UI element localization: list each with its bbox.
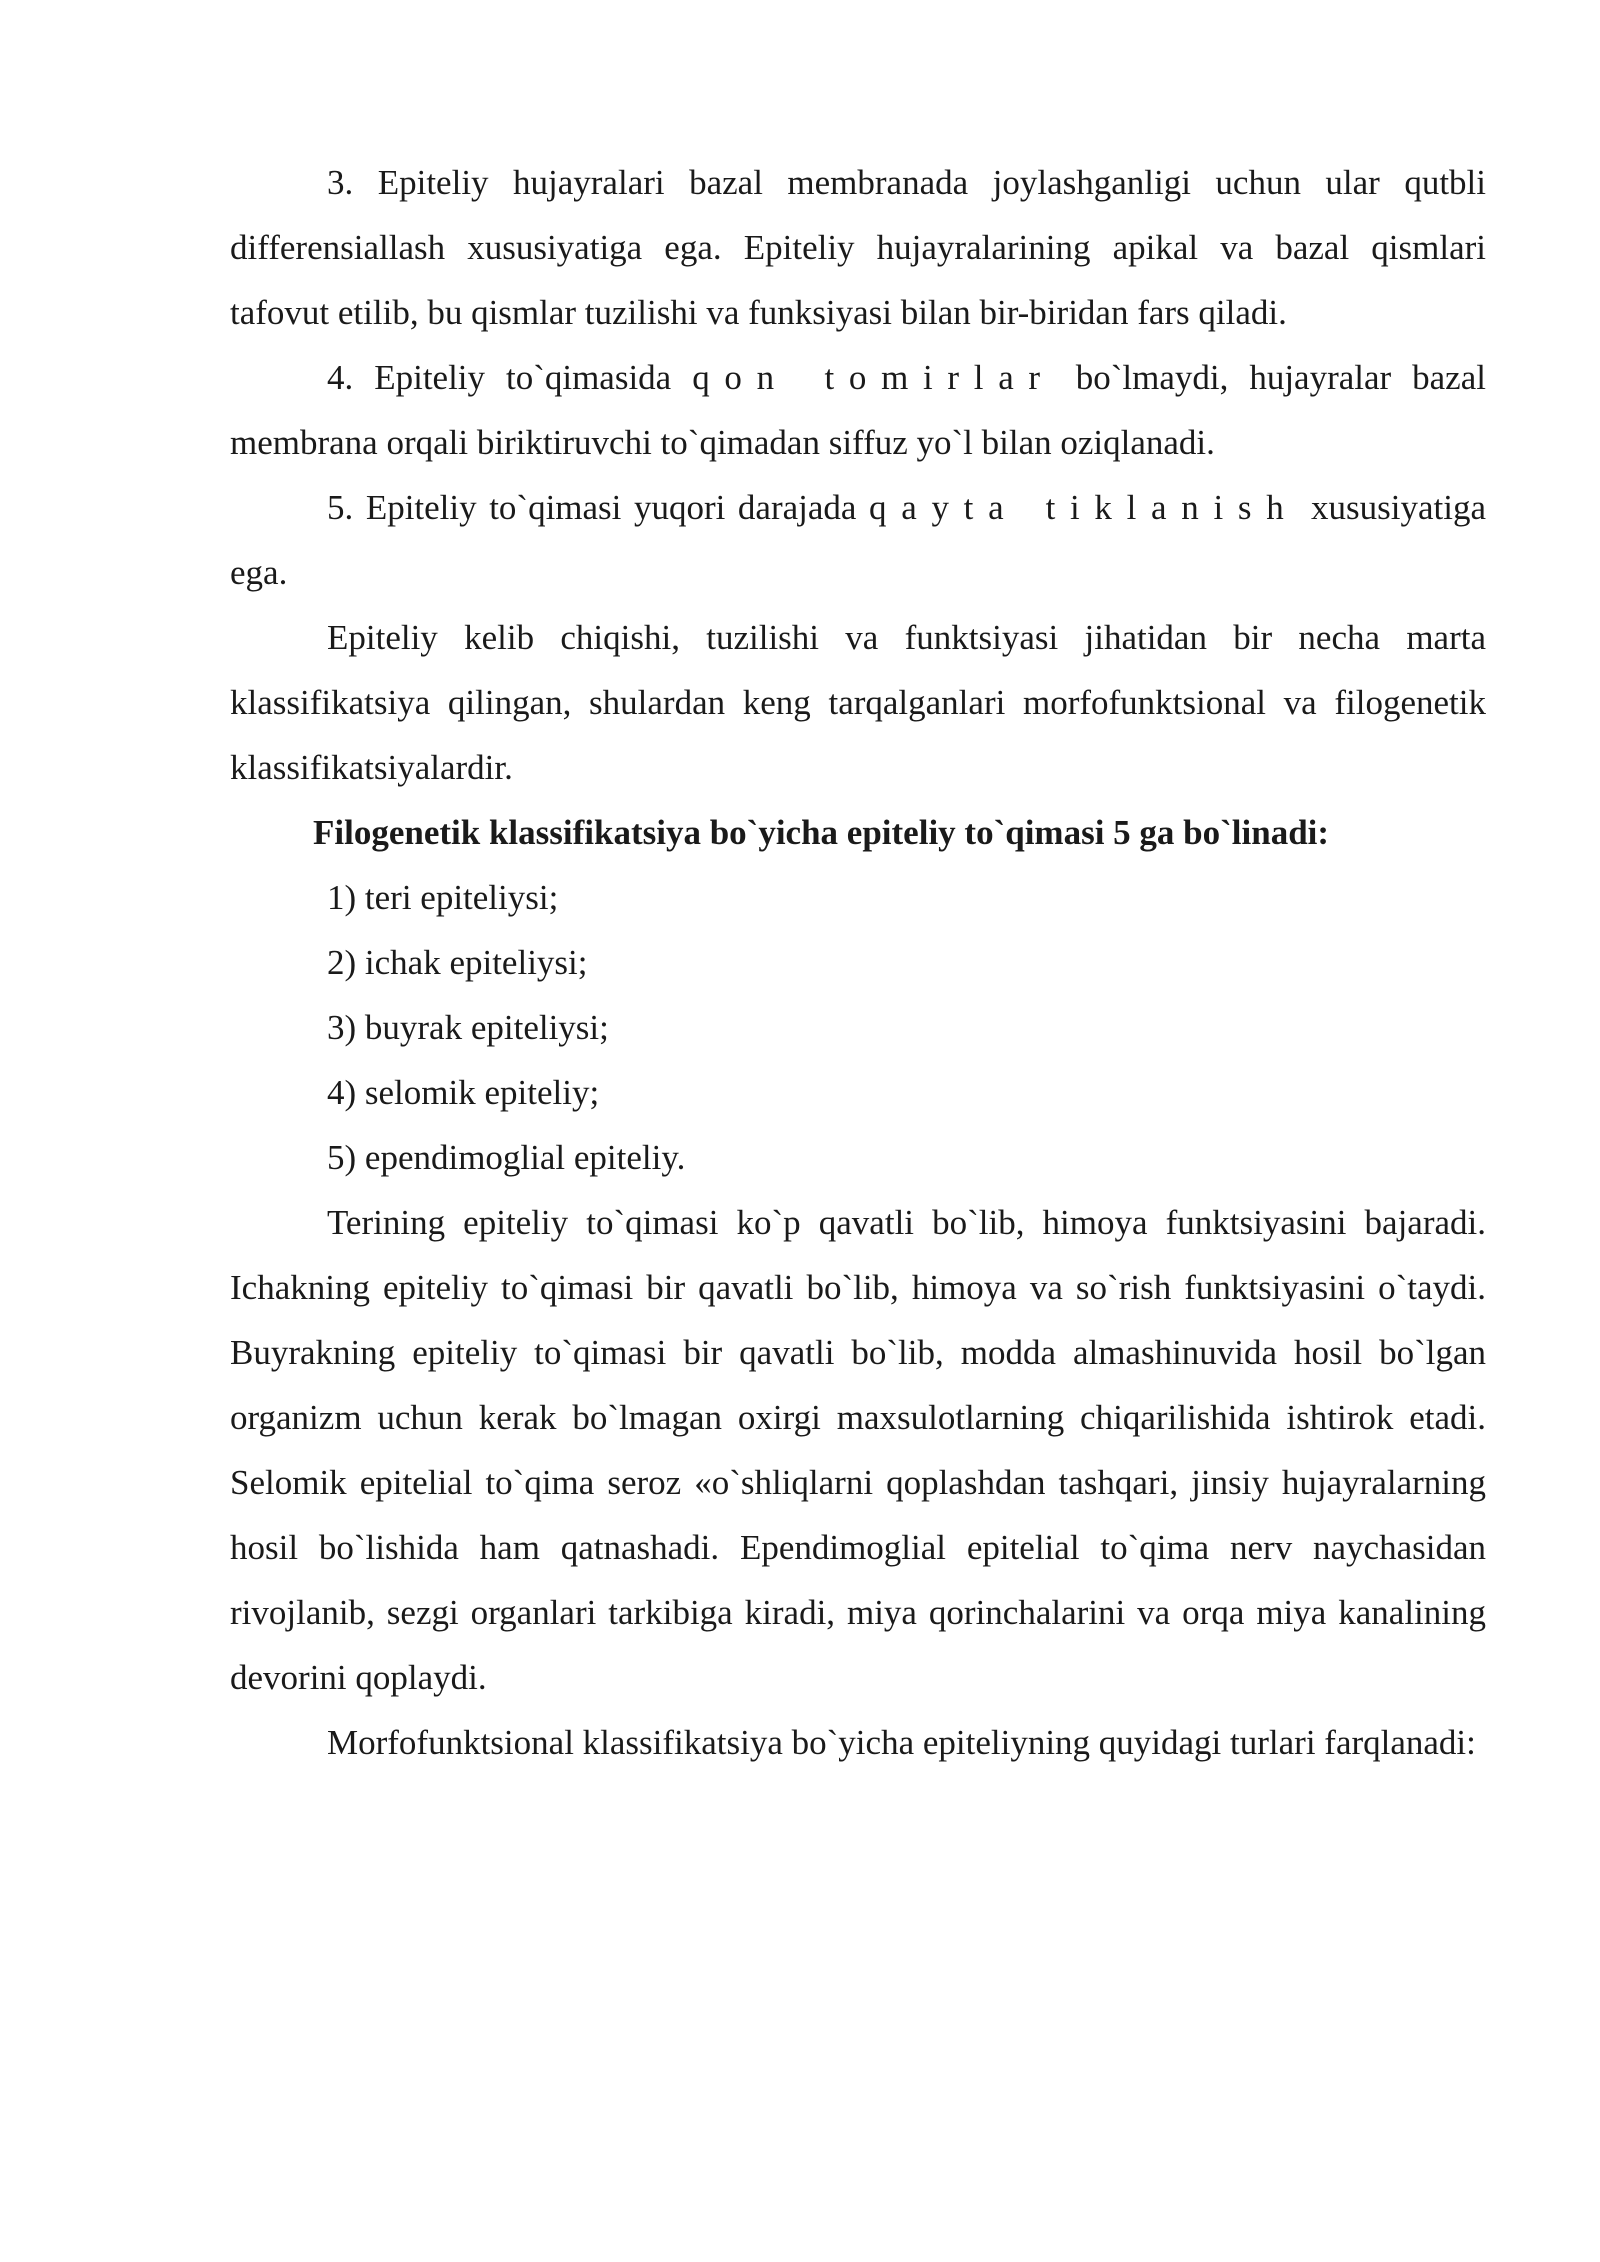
list-item: 2) ichak epiteliysi; — [327, 943, 588, 982]
paragraph-blood-vessels-after: bo`lmaydi, hujayralar bazal membrana orqali biriktiruvchi to`qimadan siffuz yo`l bilan oziqlanadi. — [230, 358, 1486, 462]
paragraph-regeneration-after: xususiyatiga ega. — [230, 488, 1486, 592]
paragraph-polarity: 3. Epiteliy hujayralari bazal membranada joylashganligi uchun ular qutbli differensiallash xususiyatiga ega. Epiteliy hujayralarining apikal va bazal qismlari tafovut etilib, bu qismlar tuzilishi va funksiyasi bilan bir-biridan fars qiladi. — [230, 163, 1486, 332]
paragraph-morfo-intro: Morfofunktsional klassifikatsiya bo`yicha epiteliyning quyidagi turlari farqlanadi: — [327, 1723, 1476, 1762]
paragraph-blood-vessels — [230, 345, 1486, 475]
paragraph-regeneration — [230, 475, 1486, 605]
document-page — [230, 150, 1486, 1775]
paragraph-types-description: Terining epiteliy to`qimasi ko`p qavatli bo`lib, himoya funktsiyasini bajaradi. Ichakning epiteliy to`qimasi bir qavatli bo`lib, himoya va so`rish funktsiyasini o`taydi. Buyrakning epiteliy to`qimasi bir qavatli bo`lib, modda almashinuvida hosil bo`lgan organizm uchun kerak bo`lmagan oxirgi maxsulotlarning chiqarilishida ishtirok etadi. Selomik epitelial to`qima seroz «o`shliqlarni qoplashdan tashqari, jinsiy hujayralarning hosil bo`lishida ham qatnashadi. Ependimoglial epitelial to`qima nerv naychasidan rivojlanib, sezgi organlari tarkibiga kiradi, miya qorinchalarini va orqa miya kanalining devorini qoplaydi. — [230, 1203, 1486, 1697]
paragraph-blood-vessels-before: 4. Epiteliy to`qimasida — [327, 358, 693, 397]
spaced-term-regeneration: qayta tiklanish — [869, 488, 1299, 527]
list-item: 4) selomik epiteliy; — [327, 1073, 600, 1112]
filogenetik-list — [230, 865, 1486, 1190]
spaced-term-blood-vessels: qon tomirlar — [692, 358, 1055, 397]
list-item: 1) teri epiteliysi; — [327, 878, 559, 917]
paragraph-regeneration-before: 5. Epiteliy to`qimasi yuqori darajada — [327, 488, 870, 527]
list-item: 5) ependimoglial epiteliy. — [327, 1138, 686, 1177]
filogenetik-heading: Filogenetik klassifikatsiya bo`yicha epiteliy to`qimasi 5 ga bo`linadi: — [313, 813, 1330, 852]
list-item: 3) buyrak epiteliysi; — [327, 1008, 609, 1047]
paragraph-classification-intro: Epiteliy kelib chiqishi, tuzilishi va funktsiyasi jihatidan bir necha marta klassifikatsiya qilingan, shulardan keng tarqalganlari morfofunktsional va filogenetik klassifikatsiyalardir. — [230, 618, 1486, 787]
